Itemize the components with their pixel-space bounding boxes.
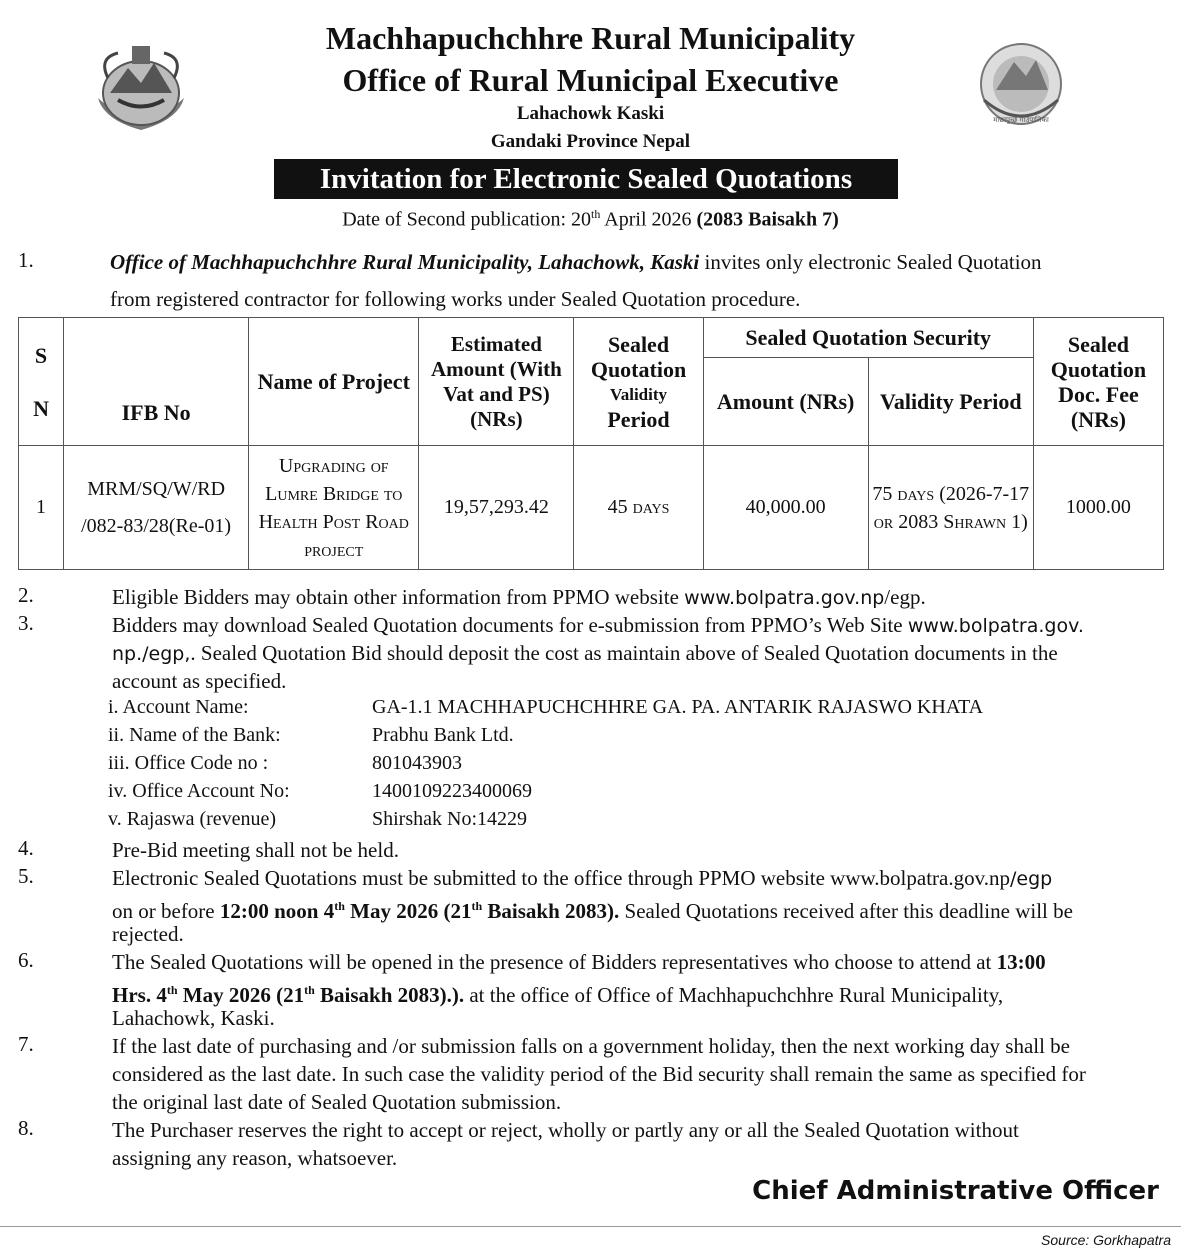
header-security: Sealed Quotation Security (703, 318, 1033, 358)
item-7-line1: If the last date of purchasing and /or submission falls on a government holiday, then the next working day shall be (112, 1034, 1071, 1058)
account-value: 801043903 (372, 752, 462, 774)
item-3-text: Bidders may download Sealed Quotation documents for e-submission from PPMO’s Web Site www.bolpatra.gov. (112, 613, 1084, 637)
notice-banner: Invitation for Electronic Sealed Quotations (274, 159, 898, 199)
account-value: 1400109223400069 (372, 780, 532, 802)
location-line: Lahachowk Kaski (516, 103, 665, 124)
account-value: Shirshak No:14229 (372, 808, 527, 830)
item-7-line2: considered as the last date. In such case the validity period of the Bid security shall remain the same as specified for (112, 1062, 1086, 1086)
item-5-line2: on or before 12:00 noon 4th May 2026 (21th Baisakh 2083). Sealed Quotations received after this deadline will be (112, 899, 1073, 923)
account-label: iii. Office Code no : (108, 752, 269, 774)
item-number: 5. (18, 864, 34, 888)
cell-project: Upgrading of Lumre Bridge to Health Post Road project (249, 446, 419, 570)
account-value: GA-1.1 MACHHAPUCHCHHRE GA. PA. ANTARIK RAJASWO KHATA (372, 696, 984, 718)
item-3-line3: account as specified. (112, 669, 287, 693)
cell-estimate: 19,57,293.42 (419, 446, 574, 570)
item-number: 4. (18, 836, 34, 860)
header-sealed-validity: Sealed Quotation Validity Period (574, 318, 703, 446)
header-validity: Validity Period (868, 358, 1033, 446)
quotation-table (18, 317, 1164, 570)
signature: Chief Administrative Officer (752, 1176, 1159, 1206)
source-credit: Source: Gorkhapatra (1041, 1232, 1171, 1248)
item-6-line2: Hrs. 4th May 2026 (21th Baisakh 2083).). at the office of Office of Machhapuchchhre Rural Municipality, (112, 983, 1004, 1007)
account-label: i. Account Name: (108, 696, 249, 718)
logo-caption: माछापुच्छ्रे गाउँपालिका (993, 116, 1049, 124)
header-project: Name of Project (249, 318, 419, 446)
cell-amount: 40,000.00 (703, 446, 868, 570)
cell-sn: 1 (19, 446, 64, 570)
account-label: ii. Name of the Bank: (108, 724, 281, 746)
item-number: 7. (18, 1032, 34, 1056)
item-8-line1: The Purchaser reserves the right to accept or reject, wholly or partly any or all the Sealed Quotation without (112, 1118, 1019, 1142)
account-label: v. Rajaswa (revenue) (108, 808, 277, 830)
item-number: 3. (18, 611, 34, 635)
item-1-line2: from registered contractor for following works under Sealed Quotation procedure. (110, 287, 801, 311)
item-1-text: Office of Machhapuchchhre Rural Municipality, Lahachowk, Kaski invites only electronic Sealed Quotation (110, 250, 1042, 274)
item-2-text: Eligible Bidders may obtain other information from PPMO website www.bolpatra.gov.np/egp. (112, 585, 926, 609)
item-7-line3: the original last date of Sealed Quotation submission. (112, 1090, 562, 1114)
item-number: 1. (18, 248, 34, 272)
header-ifb: IFB No (64, 318, 249, 446)
item-5-text: Electronic Sealed Quotations must be submitted to the office through PPMO website www.bolpatra.gov.np/egp (112, 866, 1053, 890)
item-number: 8. (18, 1116, 34, 1140)
item-8-line2: assigning any reason, whatsoever. (112, 1146, 398, 1170)
item-6-line3: Lahachowk, Kaski. (112, 1006, 275, 1030)
account-label: iv. Office Account No: (108, 780, 290, 802)
item-5-line3: rejected. (112, 922, 184, 946)
account-value: Prabhu Bank Ltd. (372, 724, 514, 746)
cell-ifb: MRM/SQ/W/RD /082-83/28(Re-01) (64, 446, 249, 570)
item-4-text: Pre-Bid meeting shall not be held. (112, 838, 399, 862)
office-title: Office of Rural Municipal Executive (342, 62, 839, 98)
publication-date: Date of Second publication: 20th April 2026 (2083 Baisakh 7) (342, 207, 839, 231)
item-number: 6. (18, 948, 34, 972)
divider (0, 1226, 1181, 1227)
municipality-title: Machhapuchchhre Rural Municipality (325, 20, 856, 56)
header-sn: S N (19, 318, 64, 446)
table-row (19, 446, 1164, 570)
item-6-text: The Sealed Quotations will be opened in the presence of Bidders representatives who choose to attend at 13:00 (112, 950, 1046, 974)
cell-fee: 1000.00 (1033, 446, 1163, 570)
item-3-line2: np./egp,. Sealed Quotation Bid should deposit the cost as maintain above of Sealed Quotation documents in the (112, 641, 1058, 665)
cell-validity: 45 days (574, 446, 703, 570)
header-doc-fee: Sealed Quotation Doc. Fee (NRs) (1033, 318, 1163, 446)
item-number: 2. (18, 583, 34, 607)
header-amount: Amount (NRs) (703, 358, 868, 446)
header-estimate: Estimated Amount (With Vat and PS) (NRs) (419, 318, 574, 446)
province-line: Gandaki Province Nepal (490, 131, 691, 152)
cell-security-validity: 75 days (2026-7-17 or 2083 Shrawn 1) (868, 446, 1033, 570)
